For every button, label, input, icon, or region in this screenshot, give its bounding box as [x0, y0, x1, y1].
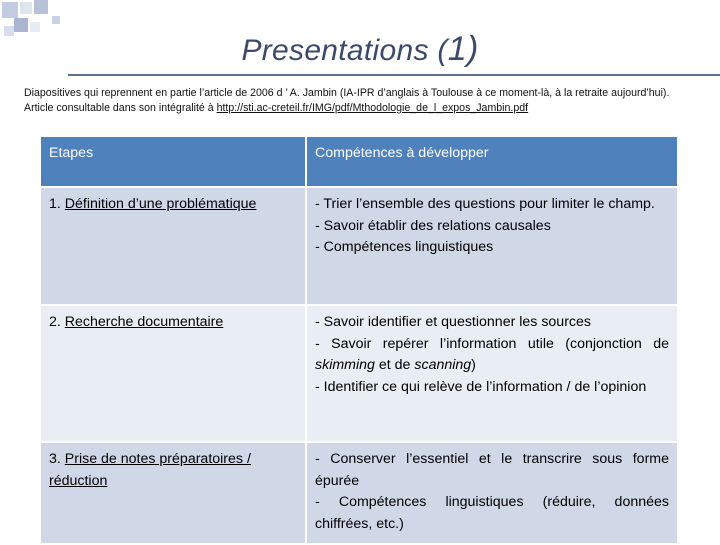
step-cell: 2. Recherche documentaire [41, 306, 307, 443]
intro-line-2: Article consultable dans son intégralité à http://sti.ac-creteil.fr/IMG/pdf/Mthodologie_de_l_expos_Jambin.pdf [24, 102, 529, 114]
table-row [41, 443, 679, 545]
table-row [41, 188, 679, 306]
skills-cell: - Trier l’ensemble des questions pour limiter le champ. - Savoir établir des relations causales - Compétences linguistiques [307, 188, 679, 306]
header-competences: Compétences à développer [307, 137, 679, 188]
step-cell: 3. Prise de notes préparatoires / réduction [41, 443, 307, 545]
header-etapes: Etapes [41, 137, 307, 188]
deco-square [20, 2, 32, 14]
step-cell: 1. Définition d’une problématique [41, 188, 307, 306]
title-underline [68, 74, 720, 76]
deco-square [34, 0, 48, 14]
skills-cell: - Conserver l’essentiel et le transcrire sous forme épurée - Compétences linguistiques (réduire, données chiffrées, etc.) [307, 443, 679, 545]
deco-square [52, 16, 60, 24]
skills-cell: - Savoir identifier et questionner les sources - Savoir repérer l’information utile (conjonction de skimming et de scanning) - Identifier ce qui relève de l’information / de l’opinion [307, 306, 679, 443]
intro-text [24, 86, 714, 116]
table-header-row [41, 137, 679, 188]
deco-square [2, 2, 18, 18]
article-link[interactable]: http://sti.ac-creteil.fr/IMG/pdf/Mthodologie_de_l_expos_Jambin.pdf [216, 102, 529, 114]
slide-title: Presentations (1) [241, 30, 479, 68]
table-row [41, 306, 679, 443]
competences-table [41, 137, 679, 545]
intro-line-1: Diapositives qui reprennent en partie l’article de 2006 d ’ A. Jambin (IA-IPR d’anglais à Toulouse à ce moment-là, à la retraite aujourd’hui). [24, 87, 670, 99]
